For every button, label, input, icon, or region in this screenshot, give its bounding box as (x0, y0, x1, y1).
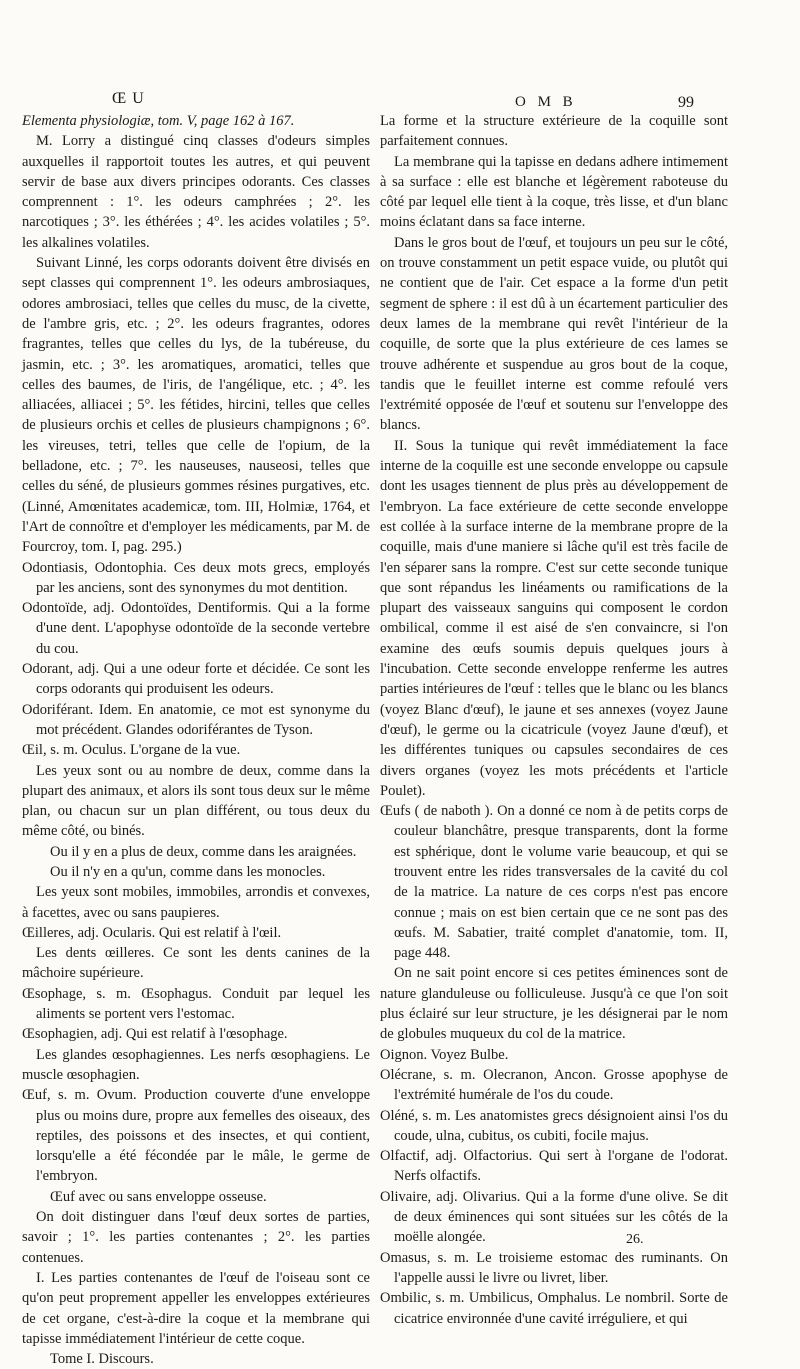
paragraph: Suivant Linné, les corps odorants doivent être divisés en sept classes qui comprennent 1°. les odeurs ambrosiaques, odores ambrosiaci, telles que celles du musc, de la civette, de l'ambre gris, etc. ; 2°. les odeurs fragrantes, odores fragrantes, telles que celles du lys, de la tubéreuse, du jasmin, etc. ; 3°. les aromatiques, aromatici, telles que celles des baumes, de l'iris, de l'angélique, etc. ; 4°. les alliacées, alliacei ; 5°. les fétides, hircini, telles que celles de plusieurs orchis et celles de plusieurs champignons ; 6°. les vireuses, tetri, telles que celle de l'opium, de la belladone, etc. ; 7°. les nauseuses, nauseosi, telles que celles du séné, de plusieurs gommes résines purgatives, etc. (Linné, Amœnitates academicæ, tom. III, Holmiæ, 1764, et l'Art de connoître et d'employer les médicaments, par M. de Fourcroy, tom. I, pag. 295.) (22, 255, 370, 556)
left-column (22, 111, 370, 1369)
dictionary-entry: Olécrane, s. m. Olecranon, Ancon. Grosse apophyse de l'extrémité humérale de l'os du coude. (380, 1066, 728, 1104)
right-column (380, 111, 728, 1329)
dictionary-entry: Œil, s. m. Oculus. L'organe de la vue. (22, 742, 241, 759)
paragraph: Ou il n'y en a qu'un, comme dans les monocles. (50, 863, 326, 880)
paragraph: Elementa physiologiæ, tom. V, page 162 à 167. (22, 113, 295, 129)
dictionary-entry: Olfactif, adj. Olfactorius. Qui sert à l'organe de l'odorat. Nerfs olfactifs. (380, 1148, 728, 1185)
paragraph: Ou il y en a plus de deux, comme dans les araignées. (50, 843, 357, 860)
paragraph: II. Sous la tunique qui revêt immédiatement la face interne de la coquille est une seconde enveloppe ou capsule dont les usages tiennent de plus près au développement de l'embryon. La face extérieure de cette seconde enveloppe est collée à la surface interne de la membrane propre de la coquille, mais d'une maniere si lâche qu'il est très facile de l'en séparer sans la rompre. C'est sur cette seconde tunique que sont répandus les linéaments ou ramifications de la plupart des vaisseaux sanguins qui composent le cordon ombilical, comme il est aisé de s'en convaincre, si l'on examine des œufs soumis depuis quelques jours à l'incubation. Cette seconde enveloppe renferme les autres parties intérieures de l'œuf : telles que le blanc ou les blancs (voyez Blanc d'œuf), le jaune et ses annexes (voyez Jaune d'œuf), le germe ou la cicatricule (voyez Jaune d'œuf), et les différentes tuniques ou capsules secondaires de ces divers organes (voyez les mots précédents et l'article Poulet). (380, 437, 728, 799)
dictionary-entry: Œsophage, s. m. Œsophagus. Conduit par lequel les aliments se portent vers l'estomac. (22, 985, 370, 1023)
paragraph: La forme et la structure extérieure de la coquille sont parfaitement connues. (380, 113, 728, 150)
dictionary-entry: Odoriférant. Idem. En anatomie, ce mot est synonyme du mot précédent. Glandes odoriférantes de Tyson. (22, 701, 370, 738)
paragraph: Œuf avec ou sans enveloppe osseuse. (50, 1188, 267, 1205)
dictionary-entry: Œilleres, adj. Ocularis. Qui est relatif à l'œil. (22, 924, 282, 941)
dictionary-entry: Oléné, s. m. Les anatomistes grecs désignoient ainsi l'os du coude, ulna, cubitus, os cubiti, focile majus. (380, 1107, 728, 1144)
paragraph: I. Les parties contenantes de l'œuf de l'oiseau sont ce qu'on peut proprement appeller les enveloppes extérieures de cet organe, c'est-à-dire la coque et la membrane qui tapisse immédiatement l'intérieur de cette coque. (22, 1269, 370, 1347)
paragraph: La membrane qui la tapisse en dedans adhere intimement à sa surface : elle est blanche et légèrement raboteuse du côté par lequel elle tient à la coque, très lisse, et d'un blanc moins éclatant dans sa face interne. (380, 153, 728, 231)
signature-mark: 26. (626, 1232, 644, 1247)
dictionary-entry: Odontiasis, Odontophia. Ces deux mots grecs, employés par les anciens, sont des synonymes du mot dentition. (22, 559, 370, 596)
dictionary-entry: Œsophagien, adj. Qui est relatif à l'œsophage. (22, 1026, 288, 1043)
paragraph: Les yeux sont mobiles, immobiles, arrondis et convexes, à facettes, avec ou sans paupieres. (22, 884, 370, 921)
volume-signature: Tome I. Discours. (50, 1351, 154, 1368)
dictionary-entry: Odorant, adj. Qui a une odeur forte et décidée. Ce sont les corps odorants qui produisent les odeurs. (22, 661, 370, 698)
page-number: 99 (678, 94, 694, 111)
paragraph: Les dents œilleres. Ce sont les dents canines de la mâchoire supérieure. (22, 945, 370, 982)
dictionary-entry: Omasus, s. m. Le troisieme estomac des ruminants. On l'appelle aussi le livre ou livret, liber. (380, 1249, 728, 1286)
header-left: Œ U (112, 90, 145, 107)
paragraph: M. Lorry a distingué cinq classes d'odeurs simples auxquelles il rapportoit toutes les autres, et qui peuvent servir de base aux divers principes odorants. Ces classes comprennent : 1°. les odeurs camphrées ; 2°. les narcotiques ; 3°. les éthérées ; 4°. les acides volatiles ; 5°. les alkalines volatiles. (22, 133, 370, 251)
paragraph: Les glandes œsophagiennes. Les nerfs œsophagiens. Le muscle œsophagien. (22, 1046, 370, 1083)
paragraph: Dans le gros bout de l'œuf, et toujours un peu sur le côté, on trouve constamment un petit espace vuide, ou plutôt qui ne contient que de l'air. Cet espace a la forme d'un petit segment de sphere : il est dû à un écartement particulier des deux lames de la membrane qui revêt l'intérieur de la coquille, de sorte que la plus extérieure de ces lames se trouve adhérente et suspendue au gros bout de la coque, tandis que le feuillet interne est comme refoulé vers l'extrémité opposée de l'œuf et soutenu sur l'enveloppe des blancs. (380, 234, 728, 434)
dictionary-entry: Oignon. Voyez Bulbe. (380, 1046, 509, 1063)
header-center: O M B (515, 94, 577, 110)
dictionary-entry: Odontoïde, adj. Odontoïdes, Dentiformis. Qui a la forme d'une dent. L'apophyse odontoïde de la seconde vertebre du cou. (22, 600, 370, 657)
dictionary-entry: Olivaire, adj. Olivarius. Qui a la forme d'une olive. Se dit de deux éminences qui sont situées sur les côtés de la moëlle alongée. (380, 1188, 728, 1246)
dictionary-entry: Ombilic, s. m. Umbilicus, Omphalus. Le nombril. Sorte de cicatrice environnée d'une cavité irréguliere, et qui (380, 1290, 728, 1327)
paragraph: On ne sait point encore si ces petites éminences sont de nature glanduleuse ou folliculeuse. Jusqu'à ce que l'on soit plus éclairé sur leur structure, je les désignerai par le nom de globules muqueux du col de la matrice. (380, 965, 728, 1043)
paragraph: Les yeux sont ou au nombre de deux, comme dans la plupart des animaux, et alors ils sont tous deux sur le même plan, ou chacun sur un plan différent, ou tous deux du même côté, ou binés. (22, 762, 370, 840)
dictionary-entry: Œuf, s. m. Ovum. Production couverte d'une enveloppe plus ou moins dure, propre aux femelles des oiseaux, des reptiles, des poissons et des insectes, et qui contient, lorsqu'elle a été fécondée par le mâle, le germe de l'embryon. (22, 1087, 370, 1185)
dictionary-entry: Œufs ( de naboth ). On a donné ce nom à de petits corps de couleur blanchâtre, presque transparents, dont la forme est sphérique, dont le volume varie beaucoup, et qui se trouvent entre les rides transversales de la cavité du col de la matrice. La nature de ces corps n'est pas encore connue ; mais on est bien certain que ce ne sont pas des œufs. M. Sabatier, traité complet d'anatomie, tom. II, page 448. (380, 803, 728, 962)
paragraph: On doit distinguer dans l'œuf deux sortes de parties, savoir ; 1°. les parties contenantes ; 2°. les parties contenues. (22, 1209, 370, 1266)
